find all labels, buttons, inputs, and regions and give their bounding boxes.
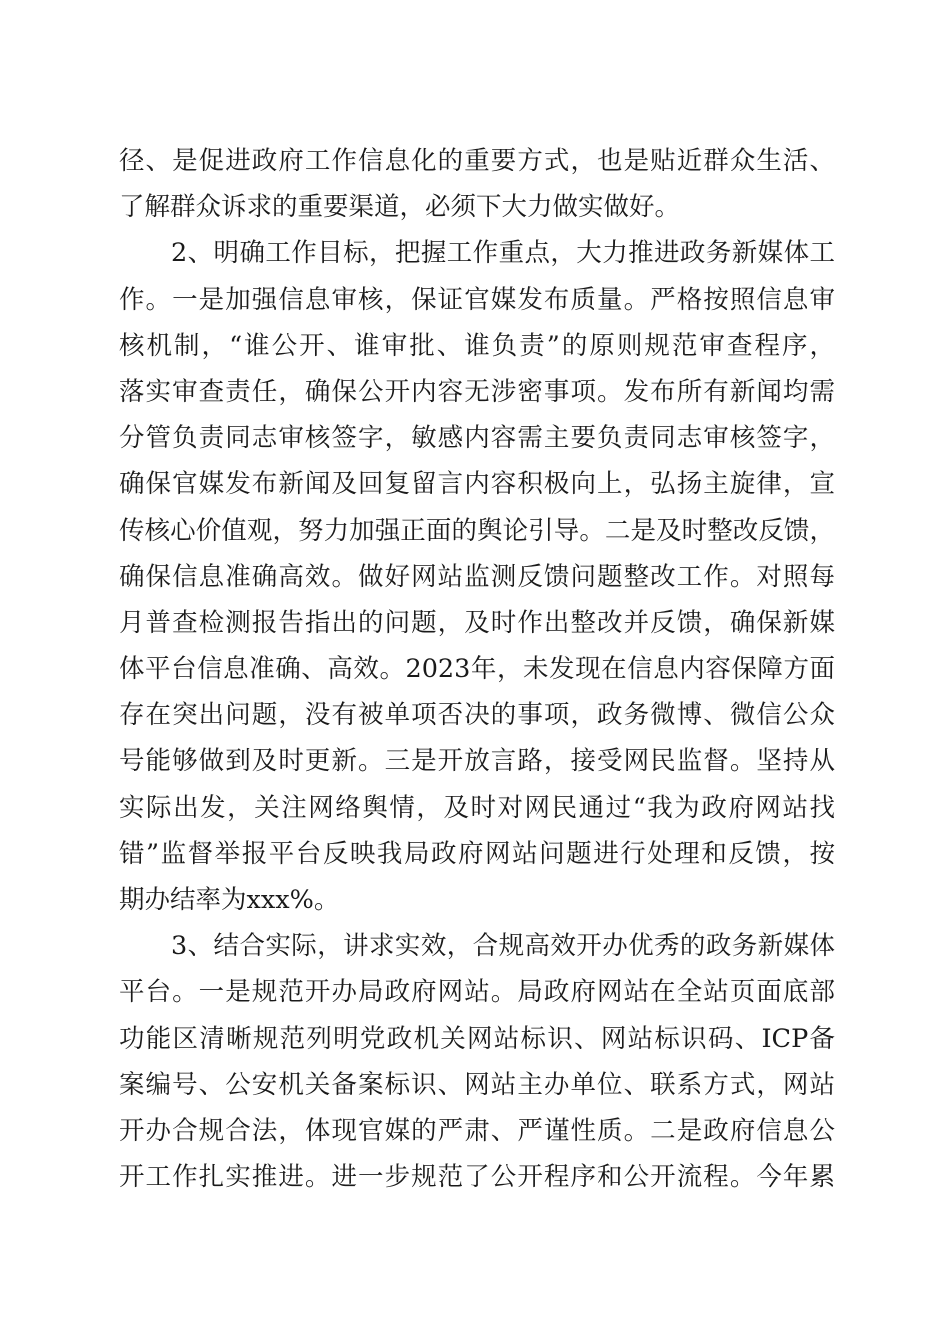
text-line: 存在突出问题，没有被单项否决的事项，政务微博、微信公众 (119, 700, 835, 731)
text-line: 号能够做到及时更新。三是开放言路，接受网民监督。坚持从 (119, 746, 835, 777)
paragraph-start-line: 2、明确工作目标，把握工作重点，大力推进政务新媒体工 (171, 238, 835, 269)
text-line: 确保信息准确高效。做好网站监测反馈问题整改工作。对照每 (119, 561, 835, 592)
text-line: 确保官媒发布新闻及回复留言内容积极向上，弘扬主旋律，宣 (119, 469, 835, 500)
paragraph-start-line: 3、结合实际，讲求实效，合规高效开办优秀的政务新媒体 (171, 931, 835, 962)
text-line: 了解群众诉求的重要渠道，必须下大力做实做好。 (119, 192, 681, 223)
text-line: 实际出发，关注网络舆情，及时对网民通过“我为政府网站找 (119, 792, 835, 823)
text-line: 传核心价值观，努力加强正面的舆论引导。二是及时整改反馈， (119, 515, 835, 546)
body-text (119, 138, 835, 1200)
text-line: 落实审查责任，确保公开内容无涉密事项。发布所有新闻均需 (119, 376, 835, 407)
text-line: 错”监督举报平台反映我局政府网站问题进行处理和反馈，按 (119, 838, 835, 869)
text-line: 期办结率为xxx%。 (119, 885, 340, 915)
text-line: 开工作扎实推进。进一步规范了公开程序和公开流程。今年累 (119, 1162, 835, 1193)
text-line: 平台。一是规范开办局政府网站。局政府网站在全站页面底部 (119, 977, 835, 1008)
text-line: 作。一是加强信息审核，保证官媒发布质量。严格按照信息审 (119, 284, 835, 315)
text-line: 月普查检测报告指出的问题，及时作出整改并反馈，确保新媒 (119, 607, 835, 638)
text-line: 径、是促进政府工作信息化的重要方式，也是贴近群众生活、 (119, 146, 835, 176)
text-line: 开办合规合法，体现官媒的严肃、严谨性质。二是政府信息公 (119, 1115, 835, 1146)
text-line: 核机制，“谁公开、谁审批、谁负责”的原则规范审查程序， (119, 330, 835, 361)
text-line: 分管负责同志审核签字，敏感内容需主要负责同志审核签字， (119, 423, 835, 454)
text-line: 体平台信息准确、高效。2023年，未发现在信息内容保障方面 (119, 654, 835, 685)
text-line: 案编号、公安机关备案标识、网站主办单位、联系方式，网站 (119, 1069, 835, 1100)
text-line: 功能区清晰规范列明党政机关网站标识、网站标识码、ICP备 (119, 1023, 835, 1054)
